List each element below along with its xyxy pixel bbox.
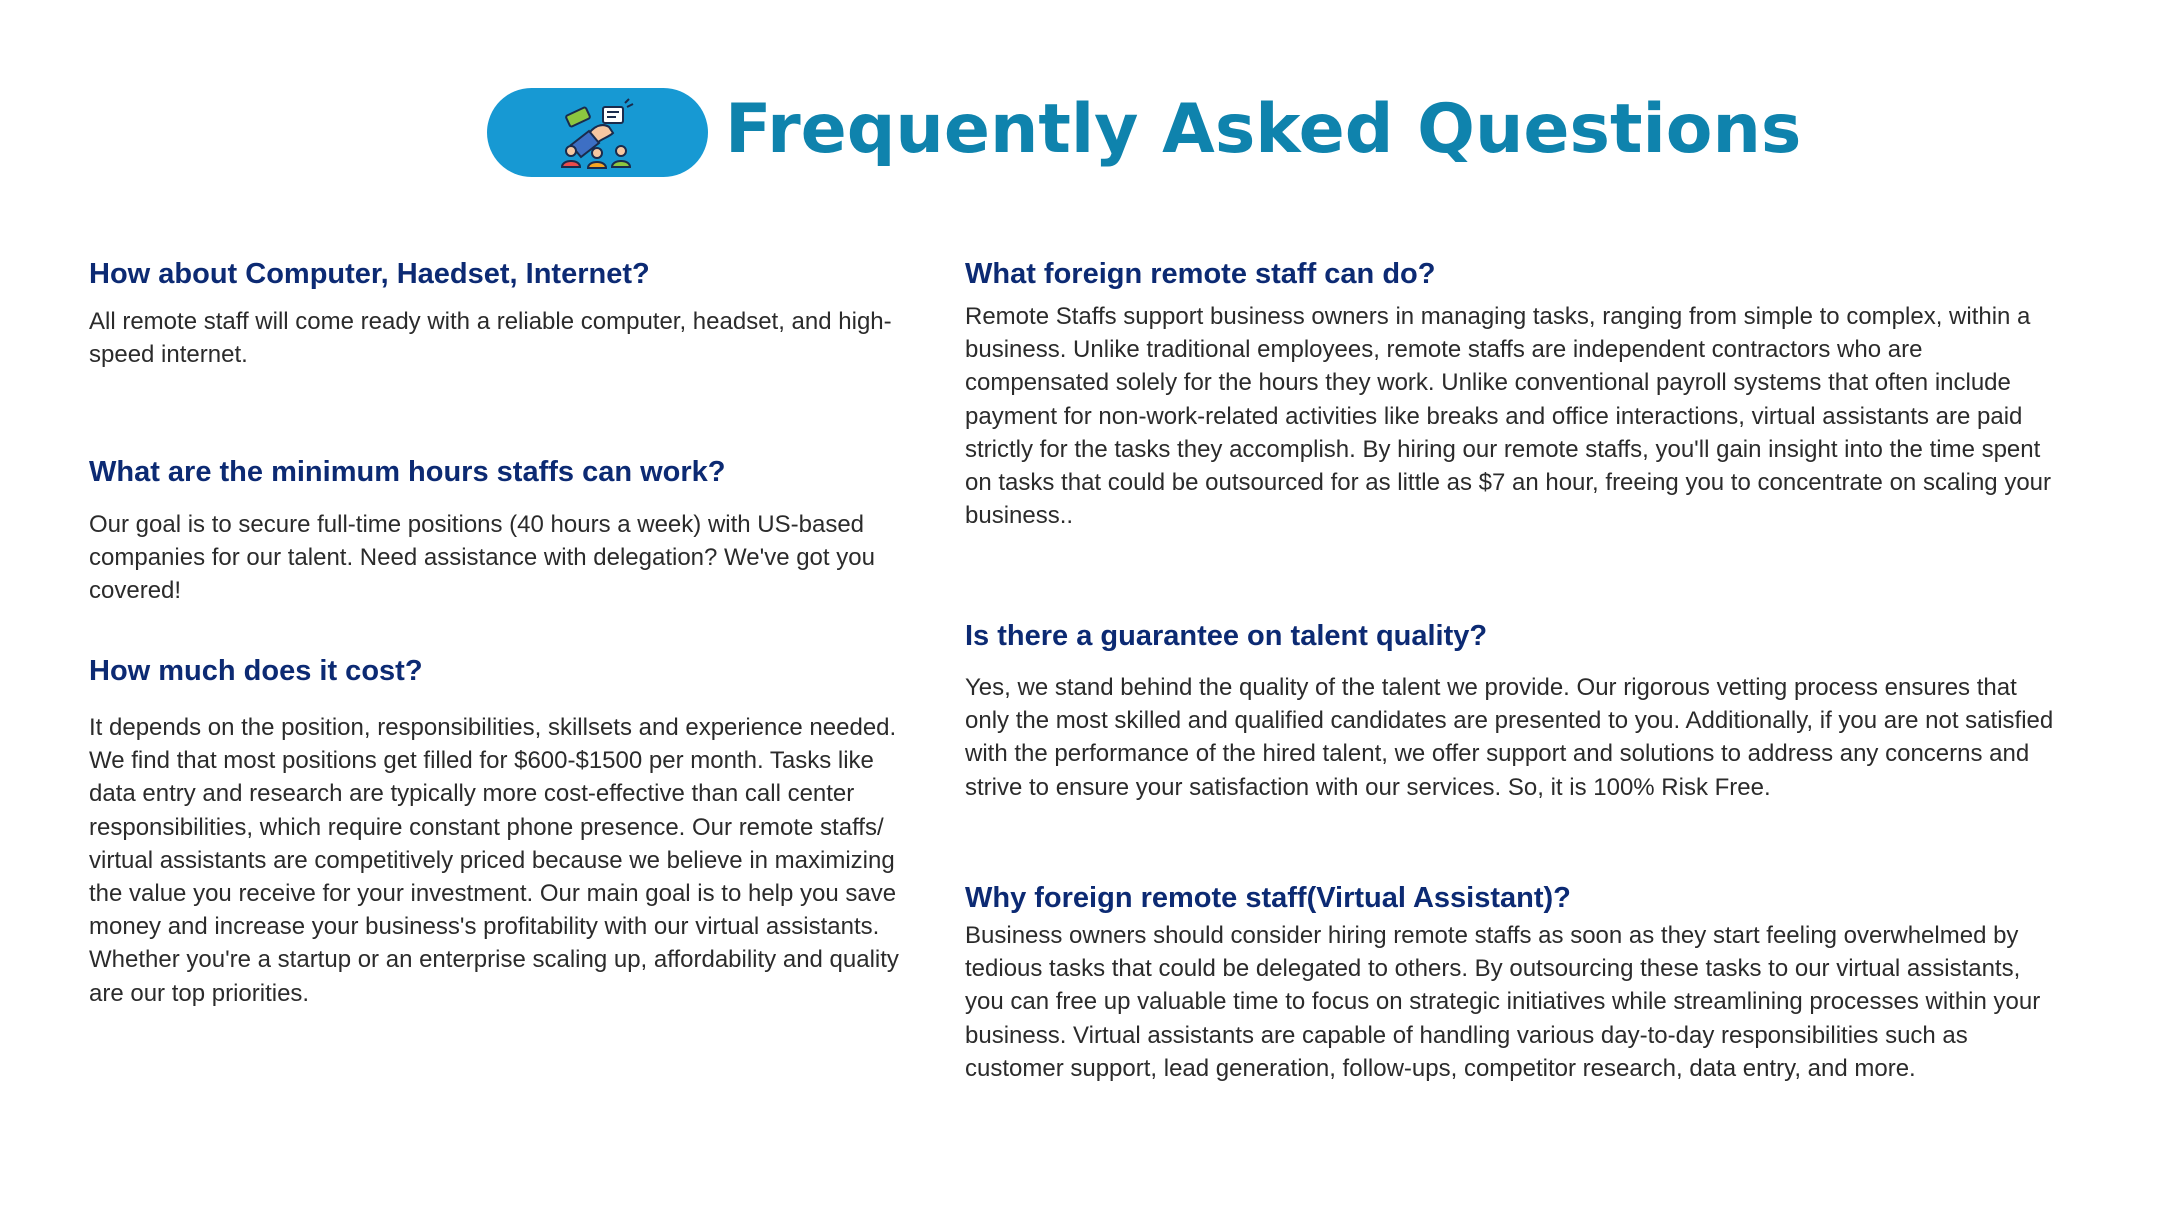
faq-answer: Remote Staffs support business owners in managing tasks, ranging from simple to complex, within a business. Unlike traditional employees, remote staffs are independent contractors who are compensated solely for the hours they work. Unlike conventional payroll systems that often include payment for non-work-related activities like breaks and office interactions, virtual assistants are paid strictly for the tasks they accomplish. By hiring our remote staffs, you'll gain insight into the time spent on tasks that could be outsourced for as little as $7 an hour, freeing you to concentrate on scaling your business..	[965, 303, 2051, 530]
faq-question: What are the minimum hours staffs can work?	[89, 456, 726, 488]
faq-item	[965, 255, 2055, 532]
faq-answer: Business owners should consider hiring remote staffs as soon as they start feeling overwhelmed by tedious tasks that could be delegated to others. By outsourcing these tasks to our virtual assistants, you can free up valuable time to focus on strategic initiatives while streamlining processes within your business. Virtual assistants are capable of handling various day-to-day responsibilities such as customer support, lead generation, follow-ups, competitor research, data entry, and more.	[965, 922, 2041, 1082]
faq-answer: Our goal is to secure full-time positions (40 hours a week) with US-based companies for our talent. Need assistance with delegation? We've got you covered!	[89, 511, 875, 605]
faq-question: Why foreign remote staff(Virtual Assistant)?	[965, 882, 1571, 914]
faq-item	[89, 453, 919, 608]
faq-item	[89, 255, 919, 371]
page-title: Frequently Asked Questions	[725, 90, 1802, 169]
faq-question: How much does it cost?	[89, 655, 423, 687]
faq-question: What foreign remote staff can do?	[965, 258, 1436, 290]
faq-question: Is there a guarantee on talent quality?	[965, 620, 1488, 652]
faq-item	[965, 617, 2055, 804]
header-badge	[487, 88, 708, 177]
faq-answer: Yes, we stand behind the quality of the talent we provide. Our rigorous vetting process ensures that only the most skilled and qualified candidates are presented to you. Additionally, if you are not satisfied with the performance of the hired talent, we offer support and solutions to address any concerns and strive to ensure your satisfaction with our services. So, it is 100% Risk Free.	[965, 674, 2054, 801]
faq-item	[965, 879, 2055, 1085]
faq-answer: It depends on the position, responsibilities, skillsets and experience needed. We find that most positions get filled for $600-$1500 per month. Tasks like data entry and research are typically more cost-effective than call center responsibilities, which require constant phone presence. Our remote staffs/ virtual assistants are competitively priced because we believe in maximizing the value you receive for your investment. Our main goal is to help you save money and increase your business's profitability with our virtual assistants. Whether you're a startup or an enterprise scaling up, affordability and quality are our top priorities.	[89, 714, 899, 1007]
faq-answer: All remote staff will come ready with a reliable computer, headset, and high-speed internet.	[89, 308, 892, 369]
delegation-icon	[557, 97, 637, 169]
page-header	[0, 82, 2181, 178]
faq-question: How about Computer, Haedset, Internet?	[89, 258, 650, 290]
faq-item	[89, 652, 919, 1010]
